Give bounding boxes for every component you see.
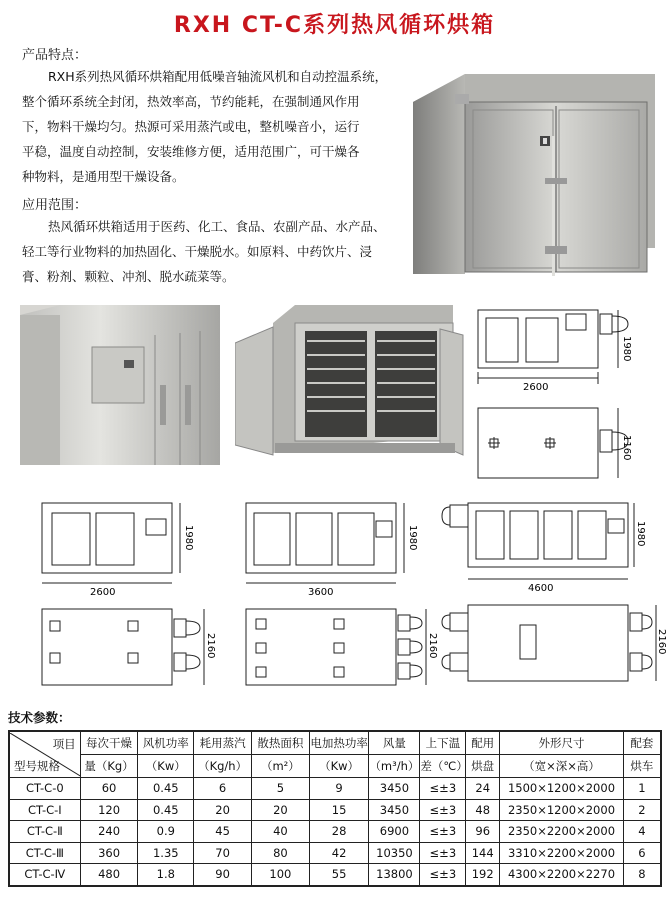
- drawing-model-2: [28, 495, 218, 695]
- header-cell: 配用: [466, 731, 500, 755]
- header-cell: 每次干燥: [80, 731, 138, 755]
- value-cell: 480: [80, 864, 138, 886]
- features-line: 下，物料干燥均匀。热源可采用蒸汽或电，整机噪音小，运行: [22, 119, 360, 134]
- model-cell: CT-C-Ⅳ: [9, 864, 80, 886]
- value-cell: 13800: [369, 864, 420, 886]
- header-cell: 风机功率: [138, 731, 194, 755]
- value-cell: 9: [309, 778, 369, 800]
- value-cell: 2: [623, 799, 661, 821]
- header-cell: 烘车: [623, 755, 661, 778]
- applications-line: 膏、粉剂、颗粒、冲剂、脱水疏菜等。: [22, 269, 235, 284]
- header-cell: （m²）: [252, 755, 310, 778]
- drawing-2-width: 2600: [90, 587, 116, 598]
- value-cell: 70: [194, 842, 252, 864]
- value-cell: 3450: [369, 799, 420, 821]
- value-cell: 20: [194, 799, 252, 821]
- header-cell: 量（Kg）: [80, 755, 138, 778]
- header-cell: 散热面积: [252, 731, 310, 755]
- value-cell: 80: [252, 842, 310, 864]
- drawing-1-height: 1980: [621, 336, 632, 362]
- header-cell: （Kg/h）: [194, 755, 252, 778]
- model-cell: CT-C-Ⅰ: [9, 799, 80, 821]
- value-cell: 15: [309, 799, 369, 821]
- drawing-3-height: 1980: [407, 525, 418, 551]
- value-cell: 96: [466, 821, 500, 843]
- value-cell: 0.9: [138, 821, 194, 843]
- value-cell: ≤±3: [420, 799, 466, 821]
- value-cell: 1.8: [138, 864, 194, 886]
- table-row: [9, 864, 661, 886]
- drawing-4-width: 4600: [528, 583, 554, 594]
- value-cell: 100: [252, 864, 310, 886]
- drawing-model-3: [238, 495, 438, 695]
- table-row: [9, 842, 661, 864]
- applications-text: [22, 214, 400, 289]
- value-cell: 0.45: [138, 799, 194, 821]
- drawing-4-height: 1980: [635, 521, 646, 547]
- applications-label: 应用范围：: [22, 198, 88, 213]
- oven-open-photo: [235, 305, 465, 460]
- header-cell: 差（℃）: [420, 755, 466, 778]
- features-text: [22, 64, 400, 189]
- model-cell: CT-C-Ⅱ: [9, 821, 80, 843]
- value-cell: 0.45: [138, 778, 194, 800]
- applications-line: 轻工等行业物料的加热固化、干燥脱水。如原料、中药饮片、浸: [22, 244, 373, 259]
- table-row: [9, 799, 661, 821]
- header-diagonal-cell: [9, 731, 80, 778]
- page-title: RXH CT-C系列热风循环烘箱: [173, 13, 496, 38]
- header-cell: 上下温: [420, 731, 466, 755]
- value-cell: 60: [80, 778, 138, 800]
- drawing-2-height: 1980: [183, 525, 194, 551]
- features-line: RXH系列热风循环烘箱配用低噪音轴流风机和自动控温系统，: [48, 69, 388, 84]
- header-model: 型号规格: [14, 758, 60, 773]
- value-cell: 4: [623, 821, 661, 843]
- header-item: 项目: [52, 736, 76, 751]
- value-cell: 6: [623, 842, 661, 864]
- value-cell: 1: [623, 778, 661, 800]
- header-cell: （Kw）: [138, 755, 194, 778]
- value-cell: 20: [252, 799, 310, 821]
- header-cell: 耗用蒸汽: [194, 731, 252, 755]
- value-cell: 120: [80, 799, 138, 821]
- drawing-model-4: [440, 495, 669, 695]
- value-cell: 3310×2200×2000: [500, 842, 624, 864]
- spec-header-row-2: [9, 755, 661, 778]
- drawing-1-width: 2600: [523, 382, 549, 393]
- oven-side-photo: [20, 305, 220, 465]
- drawing-4-depth: 2160: [656, 629, 667, 655]
- header-cell: （m³/h）: [369, 755, 420, 778]
- value-cell: 45: [194, 821, 252, 843]
- value-cell: 1.35: [138, 842, 194, 864]
- drawing-3-width: 3600: [308, 587, 334, 598]
- tech-label: 技术参数：: [8, 710, 71, 725]
- drawing-model-1: [468, 300, 668, 500]
- header-cell: 配套: [623, 731, 661, 755]
- oven-closed-photo: [405, 66, 660, 280]
- features-label: 产品特点：: [22, 48, 88, 63]
- table-row: [9, 821, 661, 843]
- value-cell: ≤±3: [420, 864, 466, 886]
- value-cell: 2350×2200×2000: [500, 821, 624, 843]
- value-cell: 6900: [369, 821, 420, 843]
- applications-line: 热风循环烘箱适用于医药、化工、食品、农副产品、水产品、: [48, 219, 386, 234]
- drawing-3-depth: 2160: [427, 633, 438, 659]
- value-cell: 360: [80, 842, 138, 864]
- value-cell: ≤±3: [420, 778, 466, 800]
- value-cell: 144: [466, 842, 500, 864]
- spec-table: [8, 730, 662, 887]
- value-cell: ≤±3: [420, 842, 466, 864]
- header-cell: 电加热功率: [309, 731, 369, 755]
- features-line: 整个循环系统全封闭，热效率高，节约能耗，在强制通风作用: [22, 94, 360, 109]
- table-row: [9, 778, 661, 800]
- value-cell: 5: [252, 778, 310, 800]
- spec-header-row: [9, 731, 661, 755]
- value-cell: 8: [623, 864, 661, 886]
- value-cell: 240: [80, 821, 138, 843]
- header-cell: （Kw）: [309, 755, 369, 778]
- value-cell: 1500×1200×2000: [500, 778, 624, 800]
- header-cell: （宽×深×高）: [500, 755, 624, 778]
- value-cell: 4300×2200×2270: [500, 864, 624, 886]
- value-cell: 2350×1200×2000: [500, 799, 624, 821]
- value-cell: ≤±3: [420, 821, 466, 843]
- value-cell: 24: [466, 778, 500, 800]
- features-line: 种物料，是通用型干燥设备。: [22, 169, 185, 184]
- value-cell: 3450: [369, 778, 420, 800]
- drawing-1-depth: 1160: [621, 435, 632, 461]
- model-cell: CT-C-Ⅲ: [9, 842, 80, 864]
- value-cell: 192: [466, 864, 500, 886]
- drawing-2-depth: 2160: [205, 633, 216, 659]
- value-cell: 90: [194, 864, 252, 886]
- header-cell: 外形尺寸: [500, 731, 624, 755]
- value-cell: 48: [466, 799, 500, 821]
- model-cell: CT-C-0: [9, 778, 80, 800]
- value-cell: 55: [309, 864, 369, 886]
- header-cell: 烘盘: [466, 755, 500, 778]
- value-cell: 6: [194, 778, 252, 800]
- value-cell: 28: [309, 821, 369, 843]
- value-cell: 40: [252, 821, 310, 843]
- header-cell: 风量: [369, 731, 420, 755]
- value-cell: 10350: [369, 842, 420, 864]
- value-cell: 42: [309, 842, 369, 864]
- features-line: 平稳，温度自动控制，安装维修方便，适用范围广，可干燥各: [22, 144, 360, 159]
